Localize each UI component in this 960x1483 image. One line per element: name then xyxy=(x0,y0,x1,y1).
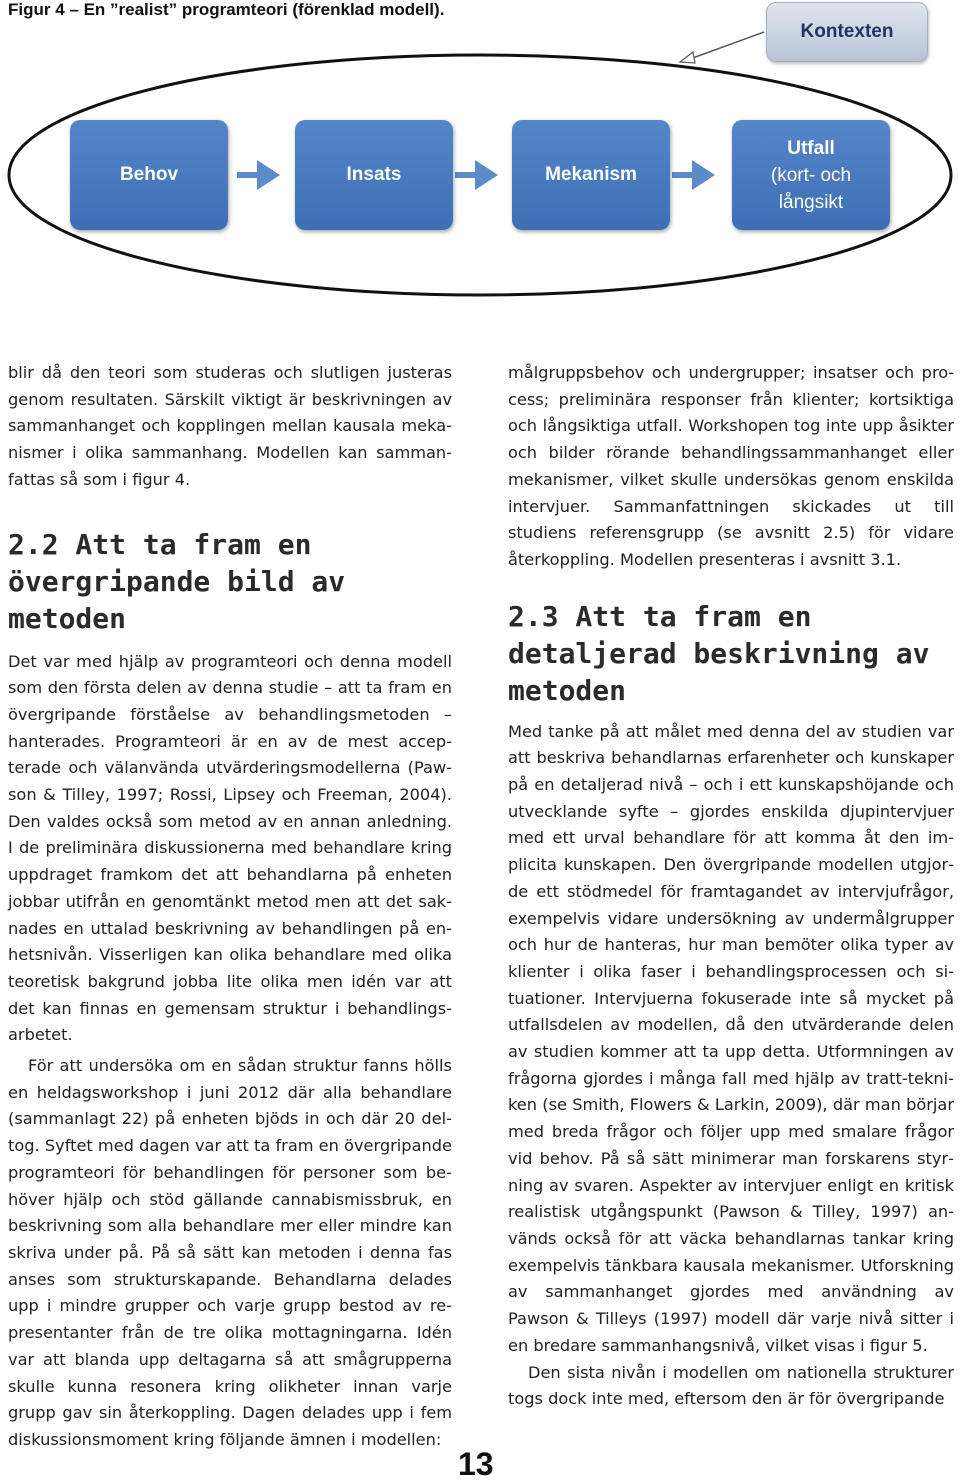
right-paragraph-2: Med tanke på att målet med denna del av studien var att beskriva behandlarnas erfarenheter och kunskaper på en detaljerad nivå – och i ett kunskapshöjande och utvecklande syfte – gjordes enskilda djupintervjuer med ett urval behandlare för att komma åt den implicita kunskapen. Den övergripande modellen utgjorde ett stödmedel för framtagandet av intervjufrågor, exempelvis vidare undersökning av undermålgrupper och hur de hanteras, hur man bemöter olika typer av klienter i olika faser i behandlingsprocessen och situationer. Intervjuerna fokuserade inte så mycket på utfallsdelen av modellen, då den utvärderande delen av studien kommer att ta upp detta. Utformningen av frågorna gjordes i många fall med hjälp av tratt-tekniken (se Smith, Flowers & Larkin, 2009), där man börjar med breda frågor och följer upp med smalare frågor vid behov. På så sätt minimerar man forskarens styrning av svaren. Aspekter av intervjuer enligt en kritisk realistisk utgångspunkt (Pawson & Tilley, 1997) används också för att väcka behandlarnas tankar kring exempelvis tänkbara kausala mekanismer. Utforskning av sammanhanget gjordes med användning av Pawson & Tilleys (1997) modell där varje nivå sitter i en bredare sammanhangsnivå, vilket visas i figur 5. xyxy=(508,721,954,1355)
utfall-line3: långsikt xyxy=(778,191,844,213)
flow-arrow-3 xyxy=(672,160,715,190)
right-paragraph-1: målgruppsbehov och undergrupper; insatser och process; preliminära responser från klienter; kortsiktiga och långsiktiga utfall. Workshopen tog inte upp åsikter och bilder rörande behandlingssammanhanget eller mekanismer, vilket skulle undersökas genom enskilda intervjuer. Sammanfattningen skickades ut till studiens referensgrupp (se avsnitt 2.5) för vidare återkoppling. Modellen presenteras i avsnitt 3.1. xyxy=(508,363,954,569)
context-box: Kontexten xyxy=(766,2,928,62)
page-number: 13 xyxy=(458,1446,494,1482)
right-paragraph-3: Den sista nivån i modellen om nationella strukturer togs dock inte med, eftersom den är för övergripande xyxy=(508,1362,954,1409)
left-paragraph-2: För att undersöka om en sådan struktur fanns hölls en heldagsworkshop i juni 2012 där alla behandlare (sammanlagt 22) på enheten bjöds in och där 20 deltog. Syftet med dagen var att ta fram en övergripande programteori för behandlingen för personer som behöver hjälp och stöd gällande cannabismissbruk, en beskrivning som alla behandlare mer eller mindre kan skriva under på. På så sätt kan metoden i denna fas anses som strukturskapande. Behandlarna delades upp i mindre grupper och varje grupp bestod av representanter från de tre olika mottagningarna. Idén var att blanda upp deltagarna så att smågrupperna skulle kunna resonera kring olikheter innan varje grupp gav sin återkoppling. Dagen delades upp i fem diskussionsmoment kring följande ämnen i modellen: xyxy=(8,1056,452,1449)
box-utfall xyxy=(732,120,890,230)
left-paragraph-1: Det var med hjälp av programteori och denna modell som den första delen av denna studie – att ta fram en övergripande förståelse av behandlingsmetoden – hanterades. Programteori är en av de mest accepterade och välanvända utvärderingsmodellerna (Pawson & Tilley, 1997; Rossi, Lipsey och Freeman, 2004). Den valdes också som metod av en annan anledning. I de preliminära diskussionerna med behandlare kring uppdraget framkom det att behandlarna på enheten jobbar utifrån en genomtänkt metod men att det saknades en uttalad beskrivning av behandlingen på enhetsnivån. Visserligen kan olika behandlare med olika teoretisk bakgrund jobba lite olika men idén var att det kan finnas en gemensam struktur i behandlingsarbetet. xyxy=(8,651,452,1045)
section-heading-2-3: 2.3 Att ta fram en detaljerad beskrivning av metoden xyxy=(508,599,930,707)
box-mekanism: Mekanism xyxy=(512,120,670,230)
flow-arrow-1 xyxy=(237,160,280,190)
utfall-line2: (kort- och xyxy=(770,164,852,186)
right-column xyxy=(508,360,954,1413)
box-insats: Insats xyxy=(295,120,453,230)
left-intro-paragraph: blir då den teori som studeras och slutligen justeras genom resultaten. Särskilt viktigt är beskrivningen av sammanhanget och kopplingen mellan kausala mekanismer i olika sammanhang. Modellen kan sammanfattas så som i figur 4. xyxy=(8,363,452,489)
flow-arrow-2 xyxy=(455,160,498,190)
context-arrow xyxy=(680,32,764,63)
figure-caption: Figur 4 – En ”realist” programteori (förenklad modell). xyxy=(8,0,445,19)
left-column xyxy=(8,360,452,1454)
section-heading-2-2: 2.2 Att ta fram en övergripande bild av metoden xyxy=(8,527,346,635)
utfall-title: Utfall xyxy=(787,137,835,159)
box-behov: Behov xyxy=(70,120,228,230)
